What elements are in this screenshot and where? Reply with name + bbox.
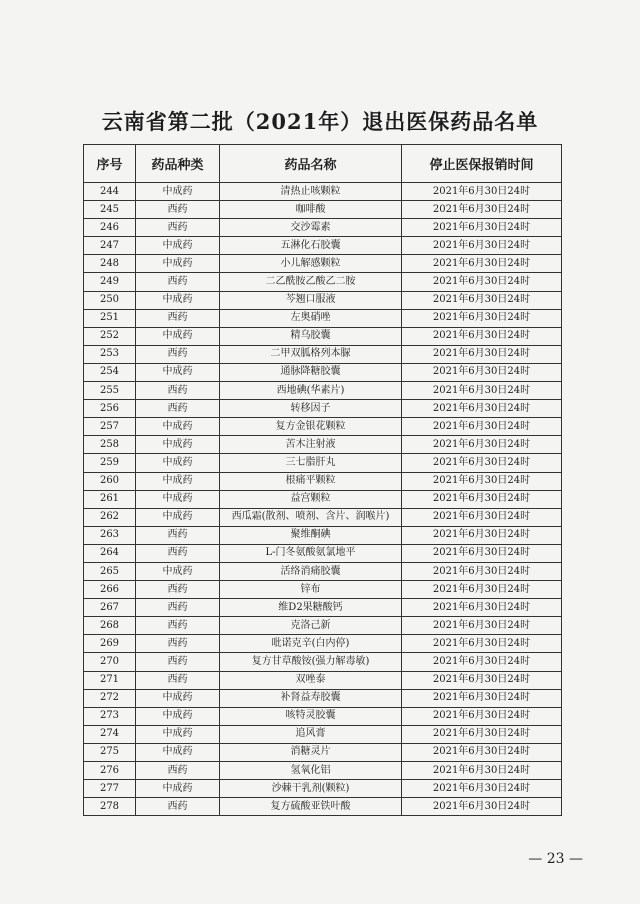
cell-stop-time: 2021年6月30日24时 [402, 617, 562, 635]
cell-drug-name: 氢氧化铝 [220, 762, 402, 780]
cell-drug-name: 复方金银花颗粒 [220, 418, 402, 436]
cell-serial-number: 275 [84, 743, 136, 761]
cell-drug-name: 益宫颗粒 [220, 490, 402, 508]
cell-stop-time: 2021年6月30日24时 [402, 599, 562, 617]
cell-drug-type: 中成药 [136, 707, 220, 725]
header-drug-type: 药品种类 [136, 145, 220, 183]
cell-drug-type: 西药 [136, 345, 220, 363]
cell-serial-number: 254 [84, 363, 136, 381]
cell-drug-name: 苦木注射液 [220, 436, 402, 454]
cell-drug-name: 吡诺克辛(白内停) [220, 635, 402, 653]
cell-drug-name: 咖啡酸 [220, 201, 402, 219]
drug-list-table [83, 144, 562, 816]
cell-stop-time: 2021年6月30日24时 [402, 653, 562, 671]
cell-drug-name: 根痛平颗粒 [220, 472, 402, 490]
table-row [84, 273, 562, 291]
cell-drug-type: 西药 [136, 382, 220, 400]
cell-serial-number: 266 [84, 581, 136, 599]
cell-drug-type: 西药 [136, 400, 220, 418]
cell-drug-type: 中成药 [136, 327, 220, 345]
cell-stop-time: 2021年6月30日24时 [402, 436, 562, 454]
cell-drug-name: 消糖灵片 [220, 743, 402, 761]
cell-serial-number: 277 [84, 780, 136, 798]
cell-drug-type: 西药 [136, 798, 220, 816]
cell-drug-name: 补肾益寿胶囊 [220, 689, 402, 707]
cell-stop-time: 2021年6月30日24时 [402, 291, 562, 309]
cell-stop-time: 2021年6月30日24时 [402, 762, 562, 780]
cell-drug-type: 西药 [136, 581, 220, 599]
cell-drug-type: 西药 [136, 599, 220, 617]
cell-serial-number: 260 [84, 472, 136, 490]
cell-serial-number: 255 [84, 382, 136, 400]
cell-drug-name: L-门冬氨酸氨氯地平 [220, 544, 402, 562]
cell-stop-time: 2021年6月30日24时 [402, 418, 562, 436]
cell-serial-number: 270 [84, 653, 136, 671]
table-row [84, 327, 562, 345]
cell-serial-number: 278 [84, 798, 136, 816]
cell-drug-type: 中成药 [136, 743, 220, 761]
table-row [84, 255, 562, 273]
table-row [84, 201, 562, 219]
cell-drug-type: 中成药 [136, 562, 220, 580]
table-header-row [84, 145, 562, 183]
cell-stop-time: 2021年6月30日24时 [402, 508, 562, 526]
cell-drug-type: 中成药 [136, 725, 220, 743]
cell-drug-name: 咳特灵胶囊 [220, 707, 402, 725]
header-stop-reimbursement-time: 停止医保报销时间 [402, 145, 562, 183]
cell-serial-number: 272 [84, 689, 136, 707]
cell-stop-time: 2021年6月30日24时 [402, 562, 562, 580]
cell-stop-time: 2021年6月30日24时 [402, 798, 562, 816]
cell-serial-number: 268 [84, 617, 136, 635]
cell-serial-number: 258 [84, 436, 136, 454]
cell-serial-number: 256 [84, 400, 136, 418]
cell-drug-type: 中成药 [136, 436, 220, 454]
cell-drug-name: 复方硫酸亚铁叶酸 [220, 798, 402, 816]
table-row [84, 581, 562, 599]
table-row [84, 345, 562, 363]
cell-serial-number: 244 [84, 183, 136, 201]
cell-serial-number: 248 [84, 255, 136, 273]
cell-drug-name: 二乙酰胺乙酸乙二胺 [220, 273, 402, 291]
cell-drug-type: 西药 [136, 671, 220, 689]
cell-drug-name: 西瓜霜(散剂、喷剂、含片、润喉片) [220, 508, 402, 526]
cell-drug-type: 西药 [136, 526, 220, 544]
cell-serial-number: 276 [84, 762, 136, 780]
cell-drug-name: 芩翘口服液 [220, 291, 402, 309]
table-row [84, 508, 562, 526]
cell-drug-type: 西药 [136, 309, 220, 327]
cell-drug-type: 西药 [136, 617, 220, 635]
cell-drug-name: 交沙霉素 [220, 219, 402, 237]
cell-serial-number: 253 [84, 345, 136, 363]
cell-drug-name: 复方甘草酸铵(强力解毒敏) [220, 653, 402, 671]
cell-drug-type: 西药 [136, 653, 220, 671]
table-row [84, 472, 562, 490]
table-row [84, 363, 562, 381]
cell-stop-time: 2021年6月30日24时 [402, 689, 562, 707]
cell-serial-number: 246 [84, 219, 136, 237]
cell-serial-number: 271 [84, 671, 136, 689]
cell-drug-type: 西药 [136, 219, 220, 237]
table-body [84, 183, 562, 816]
cell-drug-type: 中成药 [136, 472, 220, 490]
cell-drug-type: 中成药 [136, 780, 220, 798]
cell-serial-number: 274 [84, 725, 136, 743]
table-row [84, 237, 562, 255]
cell-stop-time: 2021年6月30日24时 [402, 219, 562, 237]
table-row [84, 526, 562, 544]
page-number: — 23 — [528, 851, 583, 867]
cell-drug-type: 中成药 [136, 255, 220, 273]
cell-serial-number: 259 [84, 454, 136, 472]
cell-drug-type: 中成药 [136, 689, 220, 707]
cell-drug-name: 清热止咳颗粒 [220, 183, 402, 201]
cell-stop-time: 2021年6月30日24时 [402, 273, 562, 291]
table-row [84, 707, 562, 725]
cell-stop-time: 2021年6月30日24时 [402, 707, 562, 725]
cell-drug-type: 中成药 [136, 418, 220, 436]
table-row [84, 798, 562, 816]
cell-drug-type: 中成药 [136, 237, 220, 255]
cell-drug-name: 通脉降糖胶囊 [220, 363, 402, 381]
table-row [84, 490, 562, 508]
cell-stop-time: 2021年6月30日24时 [402, 237, 562, 255]
cell-serial-number: 257 [84, 418, 136, 436]
cell-stop-time: 2021年6月30日24时 [402, 400, 562, 418]
cell-serial-number: 263 [84, 526, 136, 544]
cell-drug-type: 西药 [136, 762, 220, 780]
cell-stop-time: 2021年6月30日24时 [402, 671, 562, 689]
cell-stop-time: 2021年6月30日24时 [402, 454, 562, 472]
cell-drug-name: 转移因子 [220, 400, 402, 418]
table-row [84, 671, 562, 689]
table-row [84, 436, 562, 454]
cell-drug-type: 中成药 [136, 490, 220, 508]
cell-serial-number: 247 [84, 237, 136, 255]
cell-serial-number: 265 [84, 562, 136, 580]
cell-drug-name: 五淋化石胶囊 [220, 237, 402, 255]
cell-drug-name: 活络消痛胶囊 [220, 562, 402, 580]
cell-stop-time: 2021年6月30日24时 [402, 255, 562, 273]
cell-drug-name: 锌布 [220, 581, 402, 599]
cell-stop-time: 2021年6月30日24时 [402, 544, 562, 562]
cell-drug-name: 三七脂肝丸 [220, 454, 402, 472]
table-row [84, 454, 562, 472]
cell-drug-name: 左奥硝唑 [220, 309, 402, 327]
cell-stop-time: 2021年6月30日24时 [402, 490, 562, 508]
cell-drug-type: 西药 [136, 544, 220, 562]
cell-stop-time: 2021年6月30日24时 [402, 309, 562, 327]
table-row [84, 617, 562, 635]
table-row [84, 400, 562, 418]
cell-drug-type: 中成药 [136, 508, 220, 526]
table-row [84, 689, 562, 707]
cell-drug-type: 中成药 [136, 291, 220, 309]
cell-drug-type: 西药 [136, 201, 220, 219]
cell-serial-number: 273 [84, 707, 136, 725]
cell-stop-time: 2021年6月30日24时 [402, 743, 562, 761]
table-row [84, 382, 562, 400]
table-row [84, 780, 562, 798]
cell-drug-name: 双唑泰 [220, 671, 402, 689]
cell-stop-time: 2021年6月30日24时 [402, 345, 562, 363]
cell-drug-type: 中成药 [136, 183, 220, 201]
cell-stop-time: 2021年6月30日24时 [402, 363, 562, 381]
cell-serial-number: 249 [84, 273, 136, 291]
cell-drug-type: 中成药 [136, 363, 220, 381]
cell-stop-time: 2021年6月30日24时 [402, 526, 562, 544]
table-row [84, 653, 562, 671]
table-row [84, 562, 562, 580]
cell-stop-time: 2021年6月30日24时 [402, 472, 562, 490]
cell-stop-time: 2021年6月30日24时 [402, 183, 562, 201]
cell-drug-name: 沙棘干乳剂(颗粒) [220, 780, 402, 798]
cell-drug-name: 克洛己新 [220, 617, 402, 635]
table-row [84, 635, 562, 653]
cell-stop-time: 2021年6月30日24时 [402, 201, 562, 219]
cell-drug-type: 中成药 [136, 454, 220, 472]
cell-drug-type: 西药 [136, 273, 220, 291]
cell-serial-number: 269 [84, 635, 136, 653]
cell-serial-number: 262 [84, 508, 136, 526]
cell-drug-name: 西地碘(华素片) [220, 382, 402, 400]
table-row [84, 599, 562, 617]
cell-serial-number: 267 [84, 599, 136, 617]
cell-serial-number: 261 [84, 490, 136, 508]
page-title: 云南省第二批（2021年）退出医保药品名单 [101, 109, 539, 134]
cell-serial-number: 251 [84, 309, 136, 327]
header-drug-name: 药品名称 [220, 145, 402, 183]
cell-serial-number: 264 [84, 544, 136, 562]
cell-serial-number: 252 [84, 327, 136, 345]
cell-stop-time: 2021年6月30日24时 [402, 635, 562, 653]
table-row [84, 418, 562, 436]
cell-drug-name: 聚维酮碘 [220, 526, 402, 544]
table-row [84, 309, 562, 327]
cell-drug-name: 小儿解感颗粒 [220, 255, 402, 273]
cell-serial-number: 250 [84, 291, 136, 309]
table-row [84, 544, 562, 562]
cell-drug-name: 二甲双胍格列本脲 [220, 345, 402, 363]
cell-drug-type: 西药 [136, 635, 220, 653]
table-row [84, 743, 562, 761]
cell-drug-name: 精乌胶囊 [220, 327, 402, 345]
cell-stop-time: 2021年6月30日24时 [402, 327, 562, 345]
table-row [84, 762, 562, 780]
cell-stop-time: 2021年6月30日24时 [402, 581, 562, 599]
table-row [84, 219, 562, 237]
cell-drug-name: 维D2果糖酸钙 [220, 599, 402, 617]
table-row [84, 291, 562, 309]
cell-stop-time: 2021年6月30日24时 [402, 780, 562, 798]
header-serial-number: 序号 [84, 145, 136, 183]
cell-stop-time: 2021年6月30日24时 [402, 725, 562, 743]
cell-drug-name: 追风膏 [220, 725, 402, 743]
cell-serial-number: 245 [84, 201, 136, 219]
cell-stop-time: 2021年6月30日24时 [402, 382, 562, 400]
table-row [84, 183, 562, 201]
table-row [84, 725, 562, 743]
